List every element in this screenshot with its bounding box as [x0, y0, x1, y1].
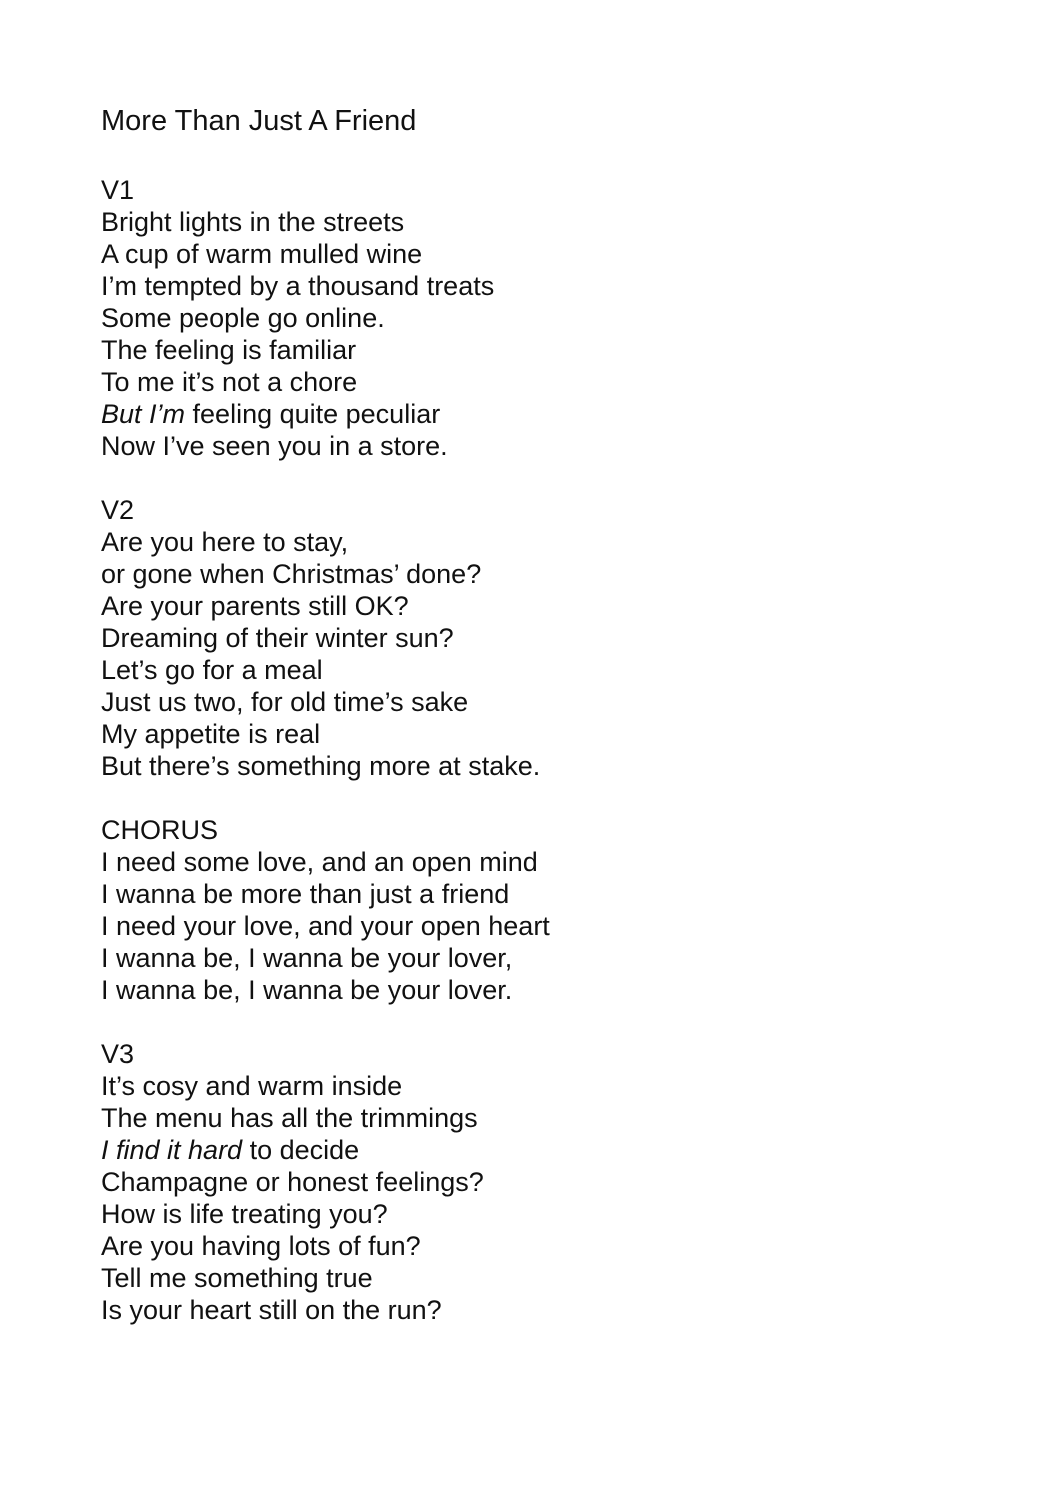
lyric-italic: But I’m: [101, 399, 186, 429]
song-title: More Than Just A Friend: [101, 105, 417, 137]
lyric-text: A cup of warm mulled wine: [101, 239, 423, 269]
lyric-text: How is life treating you?: [101, 1199, 388, 1229]
section-v2: [101, 494, 1001, 782]
lyric-text: Some people go online.: [101, 303, 385, 333]
lyric-text: I wanna be, I wanna be your lover.: [101, 975, 513, 1005]
lyric-text: Let’s go for a meal: [101, 655, 323, 685]
lyric-line: [101, 526, 1001, 558]
lyric-text: Is your heart still on the run?: [101, 1295, 442, 1325]
lyric-text: I need your love, and your open heart: [101, 911, 550, 941]
lyric-line: [101, 1134, 1001, 1166]
lyric-line: [101, 302, 1001, 334]
lyric-line: [101, 878, 1001, 910]
section-v3: [101, 1038, 1001, 1326]
lyric-text: Dreaming of their winter sun?: [101, 623, 454, 653]
lyrics-page: [101, 102, 1001, 1358]
lyric-text: Now I’ve seen you in a store.: [101, 431, 448, 461]
lyric-text: feeling quite peculiar: [185, 399, 441, 429]
lyric-line: [101, 1230, 1001, 1262]
lyric-line: [101, 558, 1001, 590]
lyric-line: [101, 718, 1001, 750]
section-v1: [101, 174, 1001, 462]
lyric-line: [101, 654, 1001, 686]
lyric-line: [101, 846, 1001, 878]
lyric-line: [101, 1070, 1001, 1102]
lyric-text: The menu has all the trimmings: [101, 1103, 478, 1133]
lyric-text: Just us two, for old time’s sake: [101, 687, 469, 717]
lyric-line: [101, 910, 1001, 942]
lyric-line: [101, 942, 1001, 974]
lyric-line: [101, 206, 1001, 238]
lyric-text: to decide: [242, 1135, 360, 1165]
lyric-text: Tell me something true: [101, 1263, 373, 1293]
lyric-line: [101, 398, 1001, 430]
lyric-line: [101, 238, 1001, 270]
lyric-line: [101, 1262, 1001, 1294]
lyric-text: Champagne or honest feelings?: [101, 1167, 484, 1197]
lyric-text: But there’s something more at stake.: [101, 751, 541, 781]
lyric-text: My appetite is real: [101, 719, 321, 749]
section-chorus: [101, 814, 1001, 1006]
lyric-line: [101, 334, 1001, 366]
lyric-line: [101, 590, 1001, 622]
lyric-text: It’s cosy and warm inside: [101, 1071, 403, 1101]
section-label: CHORUS: [101, 815, 219, 845]
lyric-text: To me it’s not a chore: [101, 367, 358, 397]
section-label: V1: [101, 175, 135, 205]
lyric-text: Bright lights in the streets: [101, 207, 405, 237]
lyric-text: The feeling is familiar: [101, 335, 357, 365]
lyric-line: [101, 366, 1001, 398]
lyric-line: [101, 686, 1001, 718]
lyric-text: I wanna be more than just a friend: [101, 879, 510, 909]
lyric-italic: I find it hard: [101, 1135, 243, 1165]
lyric-text: Are you here to stay,: [101, 527, 349, 557]
lyric-text: Are your parents still OK?: [101, 591, 409, 621]
lyric-line: [101, 1102, 1001, 1134]
lyric-text: or gone when Christmas’ done?: [101, 559, 482, 589]
lyric-line: [101, 1198, 1001, 1230]
lyric-text: I need some love, and an open mind: [101, 847, 538, 877]
lyric-text: I’m tempted by a thousand treats: [101, 271, 495, 301]
section-label: V2: [101, 495, 135, 525]
lyric-line: [101, 974, 1001, 1006]
lyric-line: [101, 622, 1001, 654]
lyric-text: Are you having lots of fun?: [101, 1231, 421, 1261]
section-label: V3: [101, 1039, 135, 1069]
lyric-line: [101, 1166, 1001, 1198]
lyric-line: [101, 750, 1001, 782]
lyric-line: [101, 430, 1001, 462]
lyric-line: [101, 1294, 1001, 1326]
lyric-text: I wanna be, I wanna be your lover,: [101, 943, 513, 973]
lyric-line: [101, 270, 1001, 302]
